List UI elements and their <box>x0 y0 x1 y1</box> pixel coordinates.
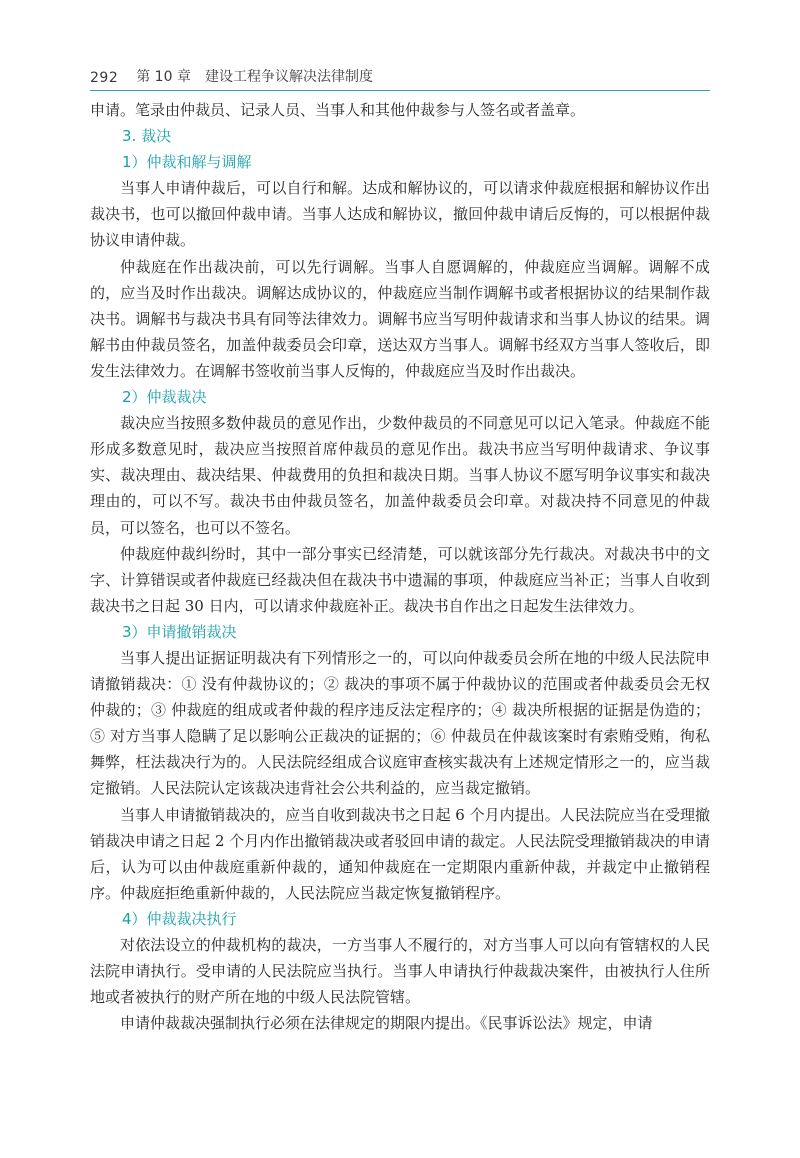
chapter-title: 建设工程争议解决法律制度 <box>204 69 373 85</box>
paragraph: 仲裁庭仲裁纠纷时，其中一部分事实已经清楚，可以就该部分先行裁决。对裁决书中的文字、计算错误或者仲裁庭已经裁决但在裁决书中遗漏的事项，仲裁庭应当补正；当事人自收到裁决书之日起 30 日内，可以请求仲裁庭补正。裁决书自作出之日起发生法律效力。 <box>90 544 710 615</box>
header-rule <box>90 90 710 91</box>
running-header <box>90 62 710 86</box>
page-body <box>90 97 710 1036</box>
subsection-heading: 4）仲裁裁决执行 <box>122 909 237 928</box>
paragraph: 当事人申请撤销裁决的，应当自收到裁决书之日起 6 个月内提出。人民法院应当在受理撤销裁决申请之日起 2 个月内作出撤销裁决或者驳回申请的裁定。人民法院受理撤销裁决的申请后，认为可以由仲裁庭重新仲裁的，通知仲裁庭在一定期限内重新仲裁，并裁定中止撤销程序。仲裁庭拒绝重新仲裁的，人民法院应当裁定恢复撤销程序。 <box>90 805 710 902</box>
page-number: 292 <box>90 70 119 86</box>
paragraph: 申请仲裁裁决强制执行必须在法律规定的期限内提出。《民事诉讼法》规定，申请 <box>120 1014 653 1033</box>
paragraph: 裁决应当按照多数仲裁员的意见作出，少数仲裁员的不同意见可以记入笔录。仲裁庭不能形成多数意见时，裁决应当按照首席仲裁员的意见作出。裁决书应当写明仲裁请求、争议事实、裁决理由、裁决结果、仲裁费用的负担和裁决日期。当事人协议不愿写明争议事实和裁决理由的，可以不写。裁决书由仲裁员签名，加盖仲裁委员会印章。对裁决持不同意见的仲裁员，可以签名，也可以不签名。 <box>90 414 710 537</box>
paragraph: 当事人提出证据证明裁决有下列情形之一的，可以向仲裁委员会所在地的中级人民法院申请撤销裁决：① 没有仲裁协议的；② 裁决的事项不属于仲裁协议的范围或者仲裁委员会无权仲裁的；③ 仲裁庭的组成或者仲裁的程序违反法定程序的；④ 裁决所根据的证据是伪造的；⑤ 对方当事人隐瞒了足以影响公正裁决的证据的；⑥ 仲裁员在仲裁该案时有索贿受贿，徇私舞弊，枉法裁决行为的。人民法院经组成合议庭审查核实裁决有上述规定情形之一的，应当裁定撤销。人民法院认定该裁决违背社会公共利益的，应当裁定撤销。 <box>90 648 710 798</box>
paragraph: 申请。笔录由仲裁员、记录人员、当事人和其他仲裁参与人签名或者盖章。 <box>90 101 586 119</box>
chapter-number: 第 10 章 <box>136 69 191 85</box>
paragraph: 仲裁庭在作出裁决前，可以先行调解。当事人自愿调解的，仲裁庭应当调解。调解不成的，应当及时作出裁决。调解达成协议的，仲裁庭应当制作调解书或者根据协议的结果制作裁决书。调解书与裁决书具有同等法律效力。调解书应当写明仲裁请求和当事人协议的结果。调解书由仲裁员签名，加盖仲裁委员会印章，送达双方当事人。调解书经双方当事人签收后，即发生法律效力。在调解书签收前当事人反悔的，仲裁庭应当及时作出裁决。 <box>90 257 710 380</box>
subsection-heading: 3）申请撤销裁决 <box>122 622 237 641</box>
subsection-heading: 2）仲裁裁决 <box>122 388 207 407</box>
paragraph: 对依法设立的仲裁机构的裁决，一方当事人不履行的，对方当事人可以向有管辖权的人民法院申请执行。受申请的人民法院应当执行。当事人申请执行仲裁裁决案件，由被执行人住所地或者被执行的财产所在地的中级人民法院管辖。 <box>90 936 710 1007</box>
section-heading: 3. 裁决 <box>122 127 172 146</box>
subsection-heading: 1）仲裁和解与调解 <box>122 153 252 172</box>
paragraph: 当事人申请仲裁后，可以自行和解。达成和解协议的，可以请求仲裁庭根据和解协议作出裁决书，也可以撤回仲裁申请。当事人达成和解协议，撤回仲裁申请后反悔的，可以根据仲裁协议申请仲裁。 <box>90 179 710 250</box>
